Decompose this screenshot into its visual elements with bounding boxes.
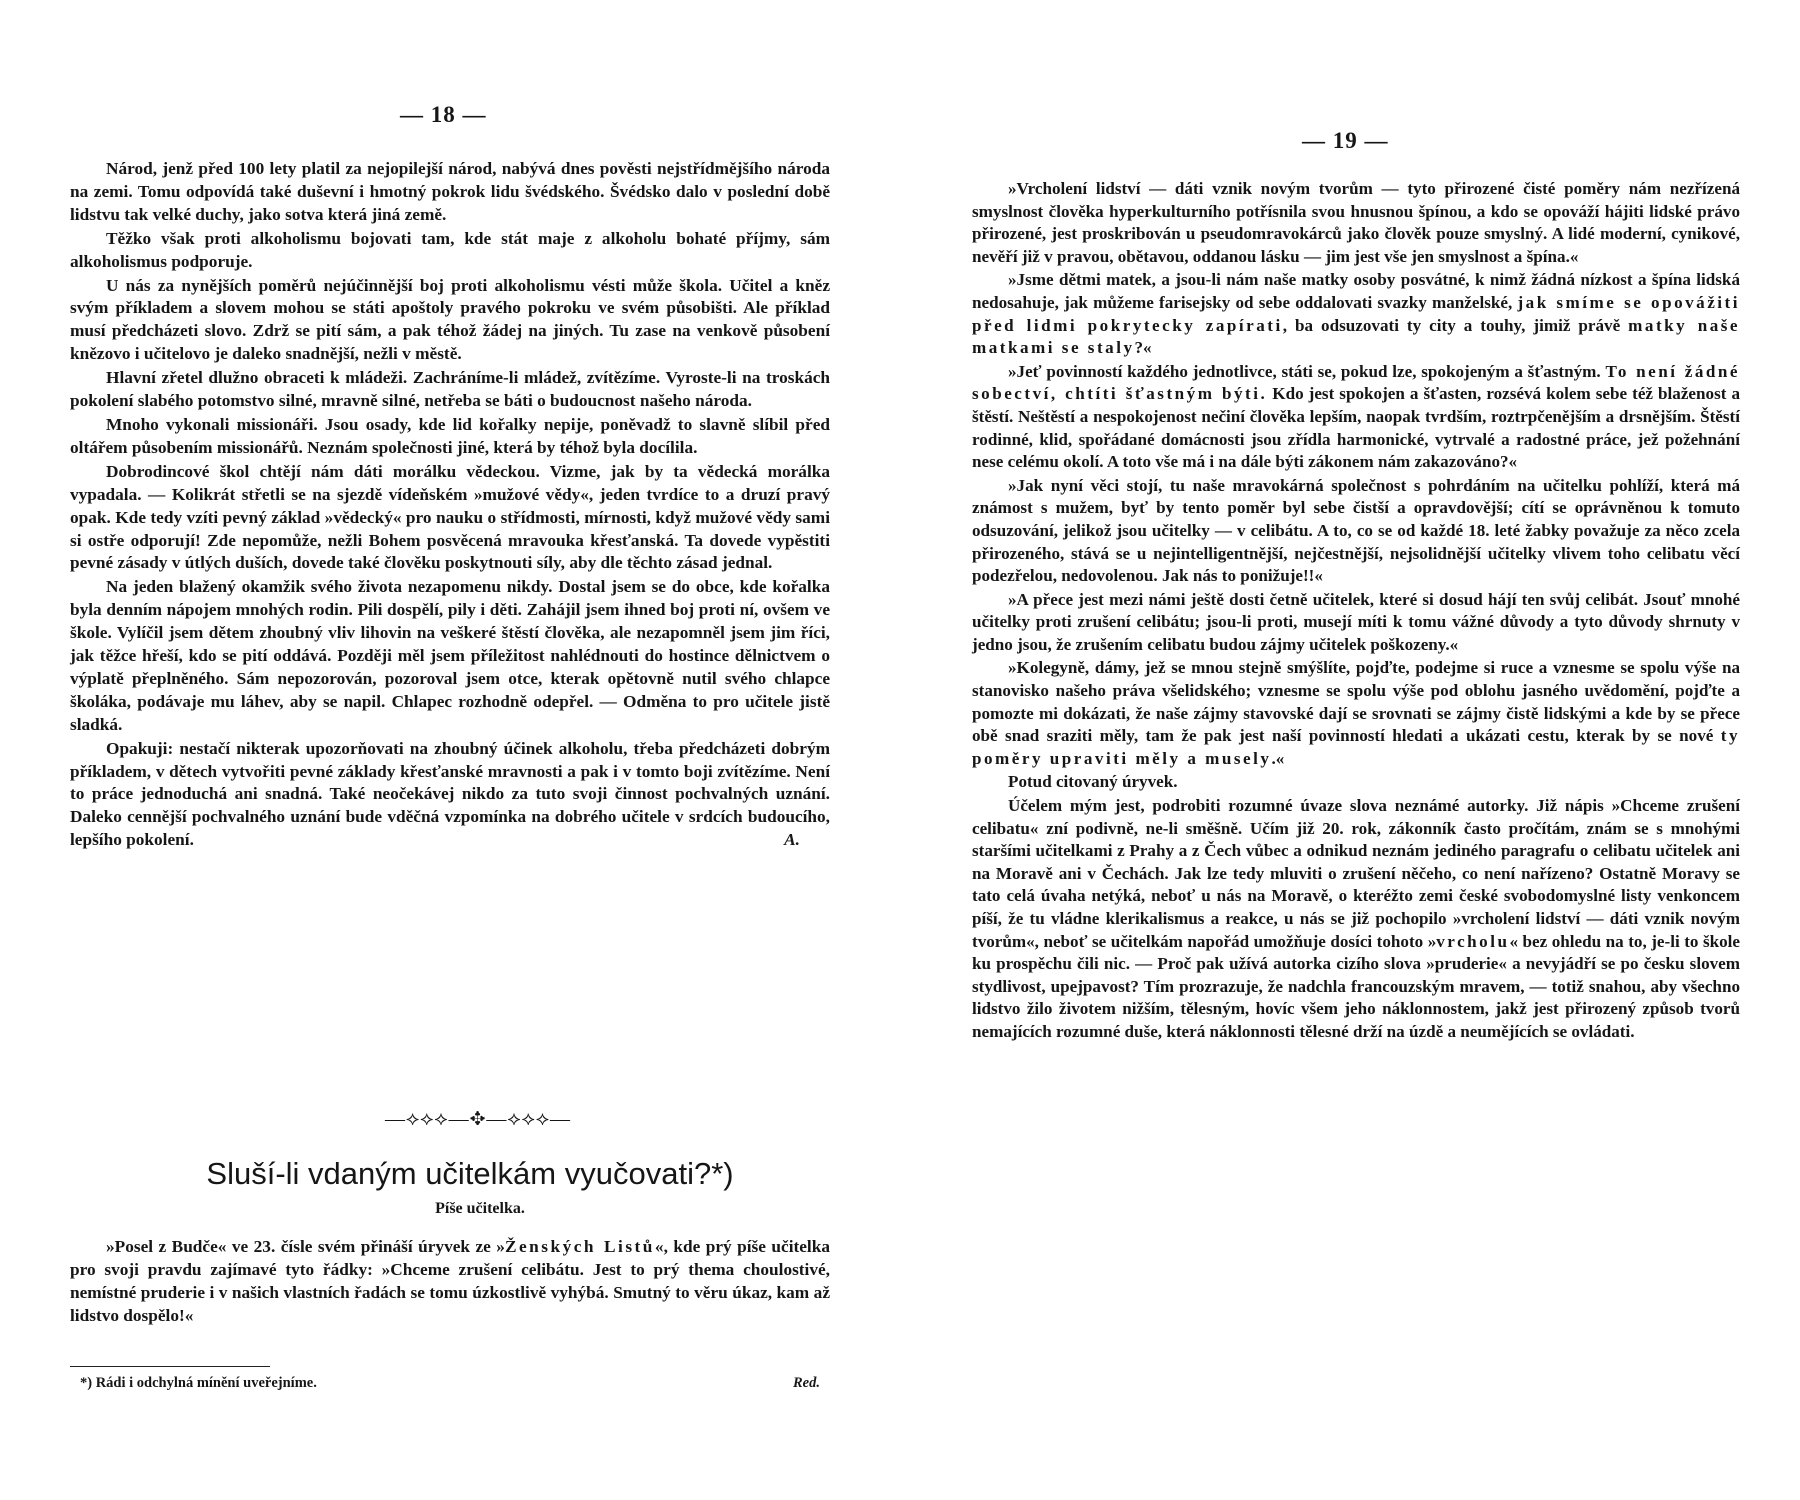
signature: A.: [784, 830, 800, 850]
spaced-text: vrcholu: [1436, 931, 1510, 951]
paragraph: Mnoho vykonali missionáři. Jsou osady, kde lid kořalky nepije, poněvadž to slavně slíbil před oltářem působením missionářů. Neznám společnosti jiné, která by téhož byla docílila.: [70, 414, 830, 457]
paragraph: Hlavní zřetel dlužno obraceti k mládeži. Zachráníme-li mládež, zvítězíme. Vyroste-li na troskách pokolení slabého potomstvo silné, mravně silné, netřeba se báti o budoucnost našeho národa.: [70, 368, 830, 411]
paragraph: [70, 738, 830, 853]
text-run: Účelem mým jest, podrobiti rozumné úvaze slova neznámé autorky. Již nápis »Chceme zrušení celibatu« zní podivně, ne-li směšně. Učím již 20. rok, zákonník často pročítám, znám se s mnohými staršími učitelkami z Prahy a z Čech vůbec a odnikud neznám jediného paragrafu o celibatu učitelek ani na Moravě ani v Čechách. Jak lze tedy mluviti o zrušení něčeho, co není nařízeno? Ostatně Moravy se tato celá úvaha netýká, neboť u nás na Moravě, o kteréžto zemi české svobodomyslné listy venkoncem píší, že tu vládne klerikalismus a reakce, u nás se již pochopilo »vrcholení lidství — dáti vznik novým tvorům«, neboť se učitelkám napořád umožňuje dosíci tohoto »: [972, 796, 1740, 951]
text-run: »Jeť povinností každého jednotlivce, státi se, pokud lze, spokojeným a šťastným.: [1008, 361, 1606, 381]
spaced-text: jak smíme se opovážiti před lidmi pokrytecky zapírati: [972, 292, 1741, 335]
page-number: — 19 —: [1302, 128, 1389, 153]
ornament-divider: —⟡⟡⟡—✥—⟡⟡⟡—: [384, 1108, 572, 1130]
paragraph: »Jak nyní věci stojí, tu naše mravokárná společnost s pohrdáním na učitelku pohlíží, která má známost s mužem, byť by tento poměr byl sebe čistší a opravdovější; cítí se oprávněnou k tomuto odsuzování, jelikož jsou učitelky — v celibátu. A to, co se od každé 18. leté žabky považuje za něco zcela přirozeného, stává se u nejintelligentnější, nejčestnější, nejsolidnější učitelky vlivem toho celibatu věcí podezřelou, nedovolenou. Jak nás to ponižuje!!«: [972, 475, 1740, 586]
paragraph: U nás za nynějších poměrů nejúčinnější boj proti alkoholismu vésti může škola. Učitel a kněz svým příkladem a slovem mohou se státi apoštoly pravého pokroku ve svém působišti. Ale příklad musí předcházeti slovo. Zdrž se pití sám, a pak téhož žádej na jiných. Tu zase na venkově působení knězovo i učitelovo je daleko snadnější, nežli v městě.: [70, 275, 830, 364]
spaced-text: ty poměry upraviti měly a musely: [972, 726, 1740, 768]
footnote-rule: [70, 1366, 270, 1367]
spaced-text: matky naše matkami se staly: [972, 315, 1740, 358]
footnote: [80, 1375, 840, 1392]
paragraph: Národ, jenž před 100 lety platil za nejopilejší národ, nabývá dnes pověsti nejstřídmějšího národa na zemi. Tomu odpovídá také duševní i hmotný pokrok lidu švédského. Švédsko dalo v poslední době lidstvu tak velké duchy, jako sotva která jiná země.: [70, 159, 830, 224]
paragraph: [972, 361, 1740, 474]
paragraph: [972, 269, 1740, 359]
footnote-text: *) Rádi i odchylná mínění uveřejníme.: [80, 1375, 317, 1391]
text-run: ?«: [1134, 338, 1152, 358]
paragraph: Potud citovaný úryvek.: [1008, 772, 1178, 792]
paragraph: »Vrcholení lidství — dáti vznik novým tvorům — tyto přirozené čisté poměry nám nezřízená smyslnost člověka hyperkulturního potřísnila svou hnusnou špínou, a kdo se opováží hájiti lidské právo přirozené, jest proskribován u pseudomravokárců jako člověk pouze smyslný. A lidé moderní, cynikové, nevěří již v pravou, obětavou, oddanou lásku — jim jest vše jen smyslnost a špína.«: [972, 179, 1740, 266]
text-run: »Kolegyně, dámy, jež se mnou stejně smýšlíte, pojďte, podejme si ruce a vznesme se spolu výše na stanovisko našeho práva všelidského; vznesme se spolu výše pod oblohu jasného uvědomění, pojďte a pomozte mi dokázati, že naše zájmy stavovské dají se srovnati se zájmy čistě lidskými a kde by se přece obě snad sraziti měly, tam že pak jest naší povinností hledati a ukázati cestu, kterak by se nové: [972, 658, 1740, 746]
editor-mark: Red.: [793, 1375, 820, 1391]
article-title: Sluší-li vdaným učitelkám vyučovati?*): [206, 1156, 734, 1191]
text-run: Kdo jest spokojen a šťasten, rozsévá kolem sebe též blaženost a štěstí. Neštěstí a nespokojenost nečiní člověka lepším, naopak tvrdším, roztrpčenějším a drsnějším. Štěstí rodinné, klid, spořádané domácnosti jsou zřídla harmonické, vytrvalé a radostné práce, jež požehnání nese celému okolí. A toto vše má i na dále býti zákonem nám zakazováno?«: [972, 384, 1740, 472]
article-byline: Píše učitelka.: [435, 1200, 525, 1217]
paragraph: [972, 795, 1740, 1044]
essay-text: [70, 158, 830, 853]
text-run: «, kde prý píše učitelka pro svoji pravdu zajímavé tyto řádky: »Chceme zrušení celibátu. Jest to prý thema choulostivé, nemístné pruderie i v našich vlastních řadách se tomu úzkostlivě vyhýbá. Smutný to věru úkaz, kam až lidstvo dospělo!«: [70, 1237, 830, 1325]
paragraph: Těžko však proti alkoholismu bojovati tam, kde stát maje z alkoholu bohaté příjmy, sám alkoholismus podporuje.: [70, 228, 830, 271]
article-intro: [70, 1236, 830, 1329]
text-run: , ba odsuzovati ty city a touhy, jimiž právě: [1282, 315, 1629, 335]
spaced-text: To není žádné sobectví, chtíti šťastným býti.: [972, 361, 1741, 404]
text-run: .«: [1271, 748, 1285, 768]
paragraph: [70, 1236, 830, 1328]
paragraph: Na jeden blažený okamžik svého života nezapomenu nikdy. Dostal jsem se do obce, kde kořalka byla denním nápojem mnohých rodin. Pili dospělí, pily i děti. Zahájil jsem ihned boj proti ní, ovšem ve škole. Vylíčil jsem dětem zhoubný vliv lihovin na veškeré štěstí člověka, ale nezapomněl jsem jim říci, jak těžce hřeší, kdo se pití oddává. Později měl jsem příležitost nahlédnouti do hostince dělnictvem o výplatě přeplněného. Sám nepozorován, pozoroval jsem otce, kterak opětovně nutil svého chlapce školáka, podávaje mu láhev, aby se napil. Chlapec rozhodně odepřel. — Odměna to pro učitele jistě sladká.: [70, 577, 830, 734]
article-text: [972, 178, 1740, 1045]
paragraph-text: Opakuji: nestačí nikterak upozorňovati na zhoubný účinek alkoholu, třeba předcházeti dobrým příkladem, v dětech vytvořiti pevné základy křesťanské mravnosti a pak i v tomto boji zvítězíme. Není to práce jednoduchá ani snadná. Také neočekávej nikdo za tuto svoji činnost pochvalných uznání. Daleko cennější pochvalného uznání bude vděčná vzpomínka na dobrého učitele v srdcích budoucího, lepšího pokolení.: [70, 738, 830, 850]
text-run: »Posel z Budče« ve 23. čísle svém přináší úryvek ze »: [106, 1237, 505, 1256]
spaced-text: Ženských Listů: [504, 1237, 655, 1256]
text-run: « bez ohledu na to, je-li to škole ku prospěchu čili nic. — Proč pak užívá autorka cizího slova »pruderie« a nevyjádří se po česku slovem stydlivost, upejpavost? Tím prozrazuje, že nadchla francouzským mravem, — totiž snahou, aby všechno lidstvo žilo životem nižším, tělesným, hovíc všem jeho náklonnostem, jakž jest přirozený způsob tvorů nemajících rozumné duše, která náklonnosti tělesné drží na úzdě a neumějících se ovládati.: [972, 931, 1740, 1041]
page-number: — 18 —: [400, 102, 487, 127]
text-run: »Jsme dětmi matek, a jsou-li nám naše matky osoby posvátné, k nimž žádná nízkost a špína lidská nedosahuje, jak můžeme farisejsky od sebe oddalovati svazky manželské,: [972, 270, 1740, 312]
paragraph: »A přece jest mezi námi ještě dosti četně učitelek, které si dosud hájí ten svůj celibát. Jsouť mnohé učitelky proti zrušení celibátu; jsou-li proti, musejí míti k tomu vážné důvody a tyto důvody shrnuty v jedno jsou, že zrušením celibatu budou zájmy učitelek poškozeny.«: [972, 589, 1740, 654]
paragraph: Dobrodincové škol chtějí nám dáti morálku vědeckou. Vizme, jak by ta vědecká morálka vypadala. — Kolikrát střetli se na sjezdě vídeňském »mužové vědy«, jeden tvrdíce to a druzí pravý opak. Kde tedy vzíti pevný základ »vědecký« pro nauku o střídmosti, mírnosti, když mužové vědy sami si ostře odporují! Zde nepomůže, nežli Bohem posvěcená mravouka křesťanská. Ta dovede vypěstiti pevné zásady v útlých duších, dovede také člověku poskytnouti síly, aby dle těchto zásad jednal.: [70, 461, 830, 573]
paragraph: [972, 657, 1740, 770]
